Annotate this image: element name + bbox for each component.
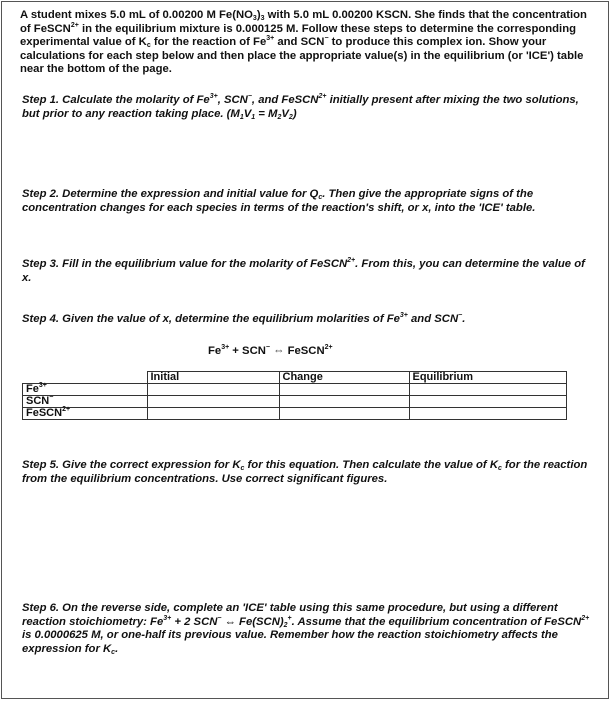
ice-row-fe: [23, 384, 567, 396]
step-3: Step 3. Fill in the equilibrium value for the molarity of FeSCN$^{2+}$. From this, you can determine the value of x.: [22, 257, 585, 284]
step-1: Step 1. Calculate the molarity of $Fe^{3+}$, SCN−, and FeSCN$^{2+}$ initially present after mixing the two solutions, but prior to any reaction taking place. $(M_1V_1 = M_2V_2)$: [22, 93, 579, 121]
intro-paragraph: [20, 9, 595, 77]
ice-cell-equilibrium[interactable]: [409, 408, 566, 420]
ice-species-cell: $Fe^{3+}$: [23, 384, 148, 396]
step-6: Step 6. On the reverse side, complete an 'ICE' table using this same procedure, but using a different reaction stoichiometry: $Fe^{3+} + 2$ SCN− ⇔ $Fe(SCN)_2^+$. Assume that the equilibrium concentration of FeSCN$^{2+}$ is 0.0000625 M, or one-half its previous value. Remember how the reaction stoichiometry affects the expression for $K_c$.: [22, 602, 590, 656]
ice-table: [22, 371, 567, 420]
intro-text: for the reaction of Fe: [150, 36, 267, 49]
reaction-equation: $Fe^{3+} + SCN^-$ ⇔ FeSCN$^{2+}$: [208, 344, 333, 357]
ice-header-row: [23, 372, 567, 384]
intro-text: in the equilibrium mixture is 0.000125 M. Follow these steps to determine the corresponding experimental value of K: [20, 22, 577, 49]
intro-sub: 3: [252, 15, 257, 22]
intro-text: ): [256, 9, 261, 21]
ice-species-cell: SCN−: [23, 396, 148, 408]
ice-header-equilibrium: Equilibrium: [409, 372, 566, 384]
ice-cell-change[interactable]: [279, 396, 409, 408]
intro-text: and SCN: [274, 36, 325, 49]
intro-text: with 5.0 mL 0.00200 KSCN. She finds that the concentration of FeSCN: [20, 9, 587, 35]
ice-header-initial: Initial: [147, 372, 279, 384]
ice-cell-initial[interactable]: [147, 396, 279, 408]
step-5: Step 5. Give the correct expression for $K_c$ for this equation. Then calculate the value of $K_c$ for the reaction from the equilibrium concentrations. Use correct significant figures.: [22, 459, 588, 485]
intro-text: A student mixes 5.0 mL of 0.00200 M Fe(NO: [20, 9, 253, 21]
intro-sub: 3: [260, 15, 265, 22]
ice-cell-equilibrium[interactable]: [409, 384, 566, 396]
ice-cell-initial[interactable]: [147, 384, 279, 396]
ice-cell-change[interactable]: [279, 408, 409, 420]
intro-text: to produce this complex ion. Show your calculations for each step below and then place the appropriate value(s) in the equilibrium (or 'ICE') table near the bottom of the page.: [20, 36, 584, 76]
ice-row-scn: [23, 396, 567, 408]
ice-cell-initial[interactable]: [147, 408, 279, 420]
ice-header-change: Change: [279, 372, 409, 384]
ice-species-cell: FeSCN$^{2+}$: [23, 408, 148, 420]
ice-cell-equilibrium[interactable]: [409, 396, 566, 408]
intro-sub: c: [146, 42, 151, 50]
step-2: Step 2. Determine the expression and initial value for $Q_c$. Then give the appropriate signs of the concentration changes for each species in terms of the reaction's shift, or x, into the 'ICE' table.: [22, 188, 536, 214]
intro-sup: 2+: [70, 21, 79, 29]
step-4: Step 4. Given the value of x, determine the equilibrium molarities of $Fe^{3+}$ and SCN−.: [22, 312, 466, 325]
intro-sup: −: [324, 35, 329, 43]
worksheet-page: [1, 1, 609, 699]
ice-cell-change[interactable]: [279, 384, 409, 396]
ice-row-fescn: [23, 408, 567, 420]
intro-sup: 3+: [266, 35, 275, 43]
